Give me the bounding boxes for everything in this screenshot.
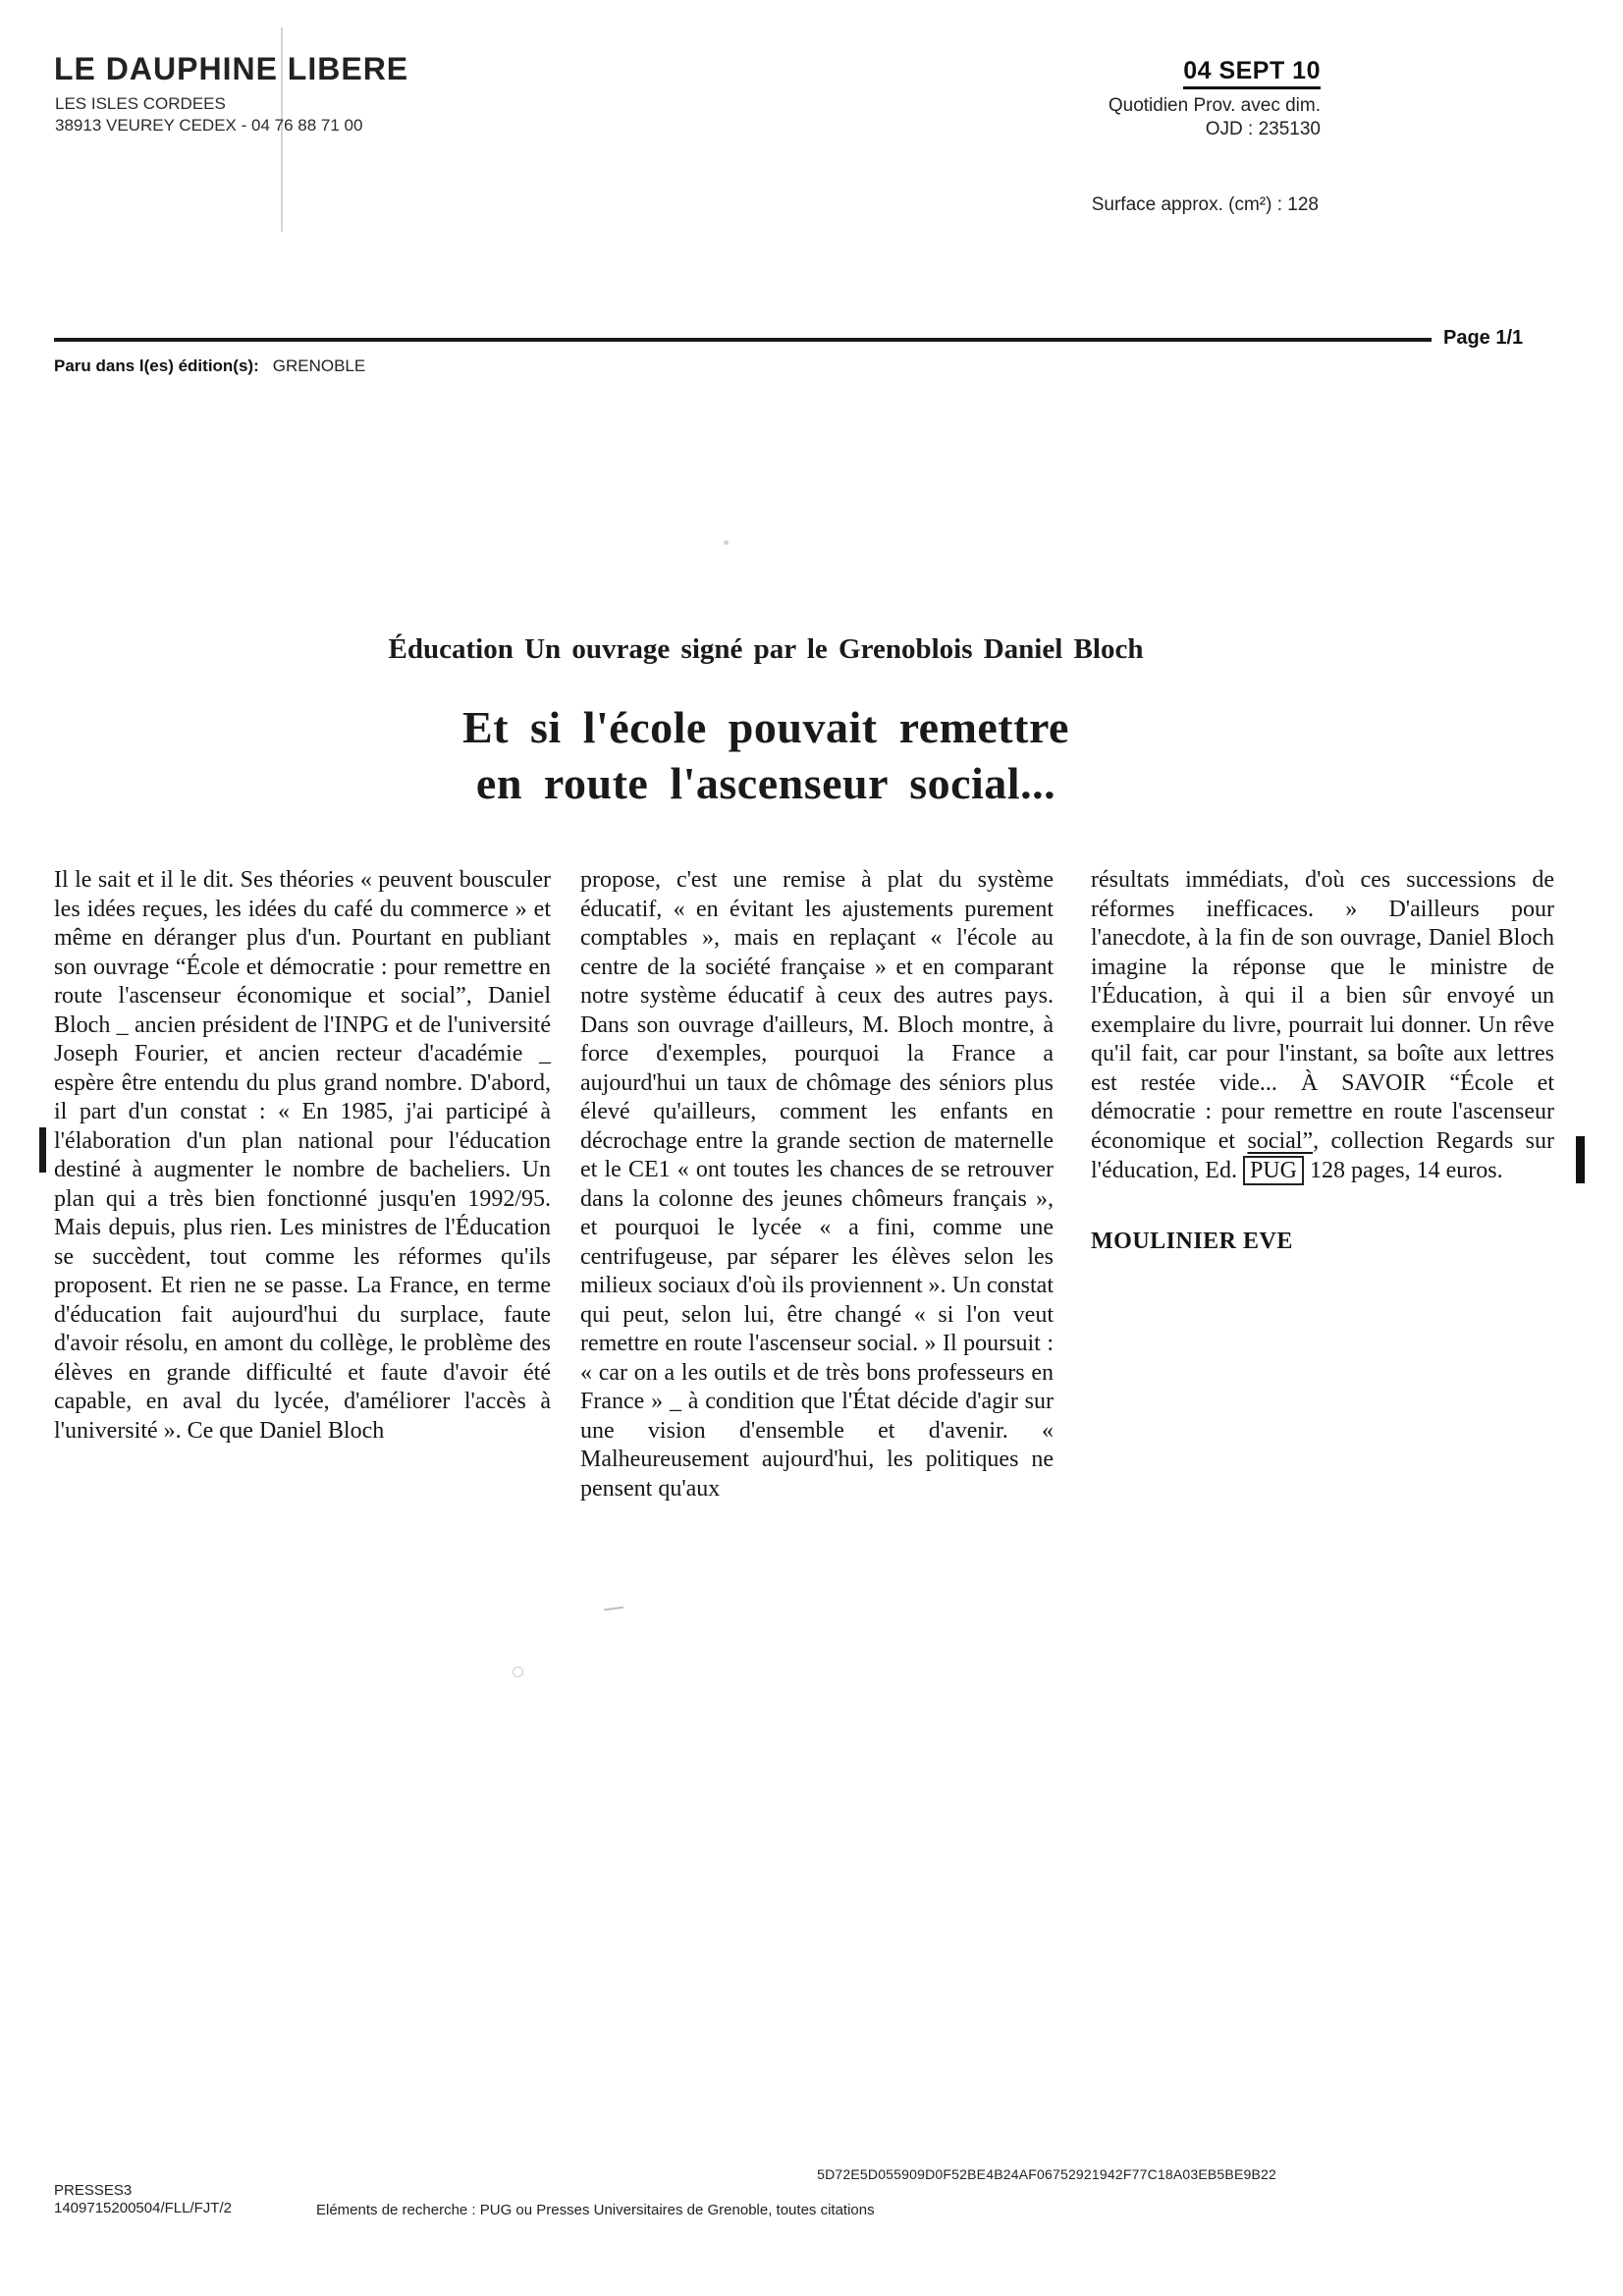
- surface-approx: Surface approx. (cm²) : 128: [1091, 194, 1319, 215]
- ojd-number: OJD : 235130: [1205, 119, 1321, 139]
- page-indicator: Page 1/1: [1443, 327, 1524, 349]
- header-rule: [54, 338, 1432, 342]
- col3-text-after-social: , collection Regards sur l'éducation, Ed.: [1091, 1127, 1554, 1183]
- article-kicker: Éducation Un ouvrage signé par le Grenoblois Daniel Bloch: [388, 633, 1144, 665]
- col3-text-before-social: résultats immédiats, d'où ces successions de réformes inefficaces. » D'ailleurs pour l'anecdote, à la fin de son ouvrage, Daniel Bloch imagine la réponse que le ministre de l'Éducation, à qui il a bien sûr envoyé un exemplaire du livre, pourrait lui donner. Un rêve qu'il fait, car pour l'instant, sa boîte aux lettres est restée vide... À SAVOIR “École et démocratie : pour remettre en route l'ascenseur économique et: [1091, 867, 1554, 1154]
- editions-row: [54, 356, 365, 376]
- search-elements-note: Eléments de recherche : PUG ou Presses Universitaires de Grenoble, toutes citations: [316, 2202, 875, 2218]
- clipping-hash: 5D72E5D055909D0F52BE4B24AF06752921942F77C18A03EB5BE9B22: [817, 2166, 1276, 2182]
- headline-line-2: en route l'ascenseur social...: [475, 758, 1056, 808]
- clipping-date-block: [1109, 57, 1321, 140]
- publication-name: LE DAUPHINE LIBERE: [54, 51, 409, 86]
- clipping-date: 04 SEPT 10: [1183, 57, 1321, 89]
- headline-line-1: Et si l'école pouvait remettre: [462, 702, 1069, 752]
- underlined-word-social: social”: [1247, 1127, 1314, 1154]
- byline: MOULINIER EVE: [1091, 1228, 1293, 1254]
- ref-code: 1409715200504/FLL/FJT/2: [54, 2200, 232, 2216]
- left-margin-mark: [39, 1127, 46, 1173]
- editions-value: GRENOBLE: [272, 356, 366, 375]
- pug-boxed-label: PUG: [1243, 1156, 1304, 1185]
- periodicity: Quotidien Prov. avec dim.: [1108, 95, 1321, 116]
- publication-address-line1: LES ISLES CORDEES: [55, 94, 226, 113]
- article-column-2: propose, c'est une remise à plat du système éducatif, « en évitant les ajustements purement comptables », mais en replaçant « l'école au centre de la société française » et en comparant notre système éducatif à ceux des autres pays. Dans son ouvrage d'ailleurs, M. Bloch montre, à force d'exemples, pourquoi la France a aujourd'hui un taux de chômage des séniors plus élevé qu'ailleurs, comment les enfants en décrochage entre la grande section de maternelle et le CE1 « ont toutes les chances de se retrouver dans la colonne des jeunes chômeurs français », et pourquoi le lycée « a fini, comme une centrifugeuse, par séparer les élèves selon les milieux sociaux d'où ils proviennent ». Un constat qui peut, selon lui, être changé « si l'on veut remettre en route l'ascenseur social. » Il poursuit : « car on a les outils et de très bons professeurs en France » _ à condition que l'État décide d'agir sur une vision d'ensemble et d'avenir. « Malheureusement aujourd'hui, les politiques ne pensent qu'aux: [580, 867, 1054, 1502]
- scan-artifact: [724, 540, 729, 545]
- presses-ref: PRESSES3: [54, 2182, 133, 2199]
- article-column-3: [1091, 866, 1554, 1503]
- publication-address-line2: 38913 VEUREY CEDEX - 04 76 88 71 00: [55, 116, 363, 135]
- article-column-1: Il le sait et il le dit. Ses théories « peuvent bousculer les idées reçues, les idées du café du commerce » et même en déranger plus d'un. Pourtant en publiant son ouvrage “École et démocratie : pour remettre en route l'ascenseur économique et social”, Daniel Bloch _ ancien président de l'INPG et de l'université Joseph Fourier, et ancien recteur d'académie _ espère être entendu du plus grand nombre. D'abord, il part d'un constat : « En 1985, j'ai participé à l'élaboration d'un plan national pour l'éducation destiné à augmenter le nombre de bacheliers. Un plan qui a très bien fonctionné jusqu'en 1992/95. Mais depuis, plus rien. Les ministres de l'Éducation se succèdent, tout comme les réformes qu'ils proposent. Et rien ne se passe. La France, en terme d'éducation fait aujourd'hui du surplace, faute d'avoir résolu, en amont du collège, le problème des élèves en grande difficulté et faute d'avoir été capable, en aval du lycée, d'améliorer l'accès à l'université ». Ce que Daniel Bloch: [54, 867, 551, 1444]
- scan-artifact: [513, 1667, 523, 1677]
- article-body: [54, 866, 1554, 1503]
- footer-reference: [54, 2182, 232, 2217]
- col3-text-after-pug: 128 pages, 14 euros.: [1303, 1158, 1503, 1183]
- scan-artifact: [604, 1607, 623, 1612]
- editions-label: Paru dans l(es) édition(s):: [54, 356, 259, 375]
- right-margin-mark: [1576, 1136, 1585, 1183]
- article-headline: [147, 699, 1384, 811]
- article-column-3-paragraph: [1091, 866, 1554, 1186]
